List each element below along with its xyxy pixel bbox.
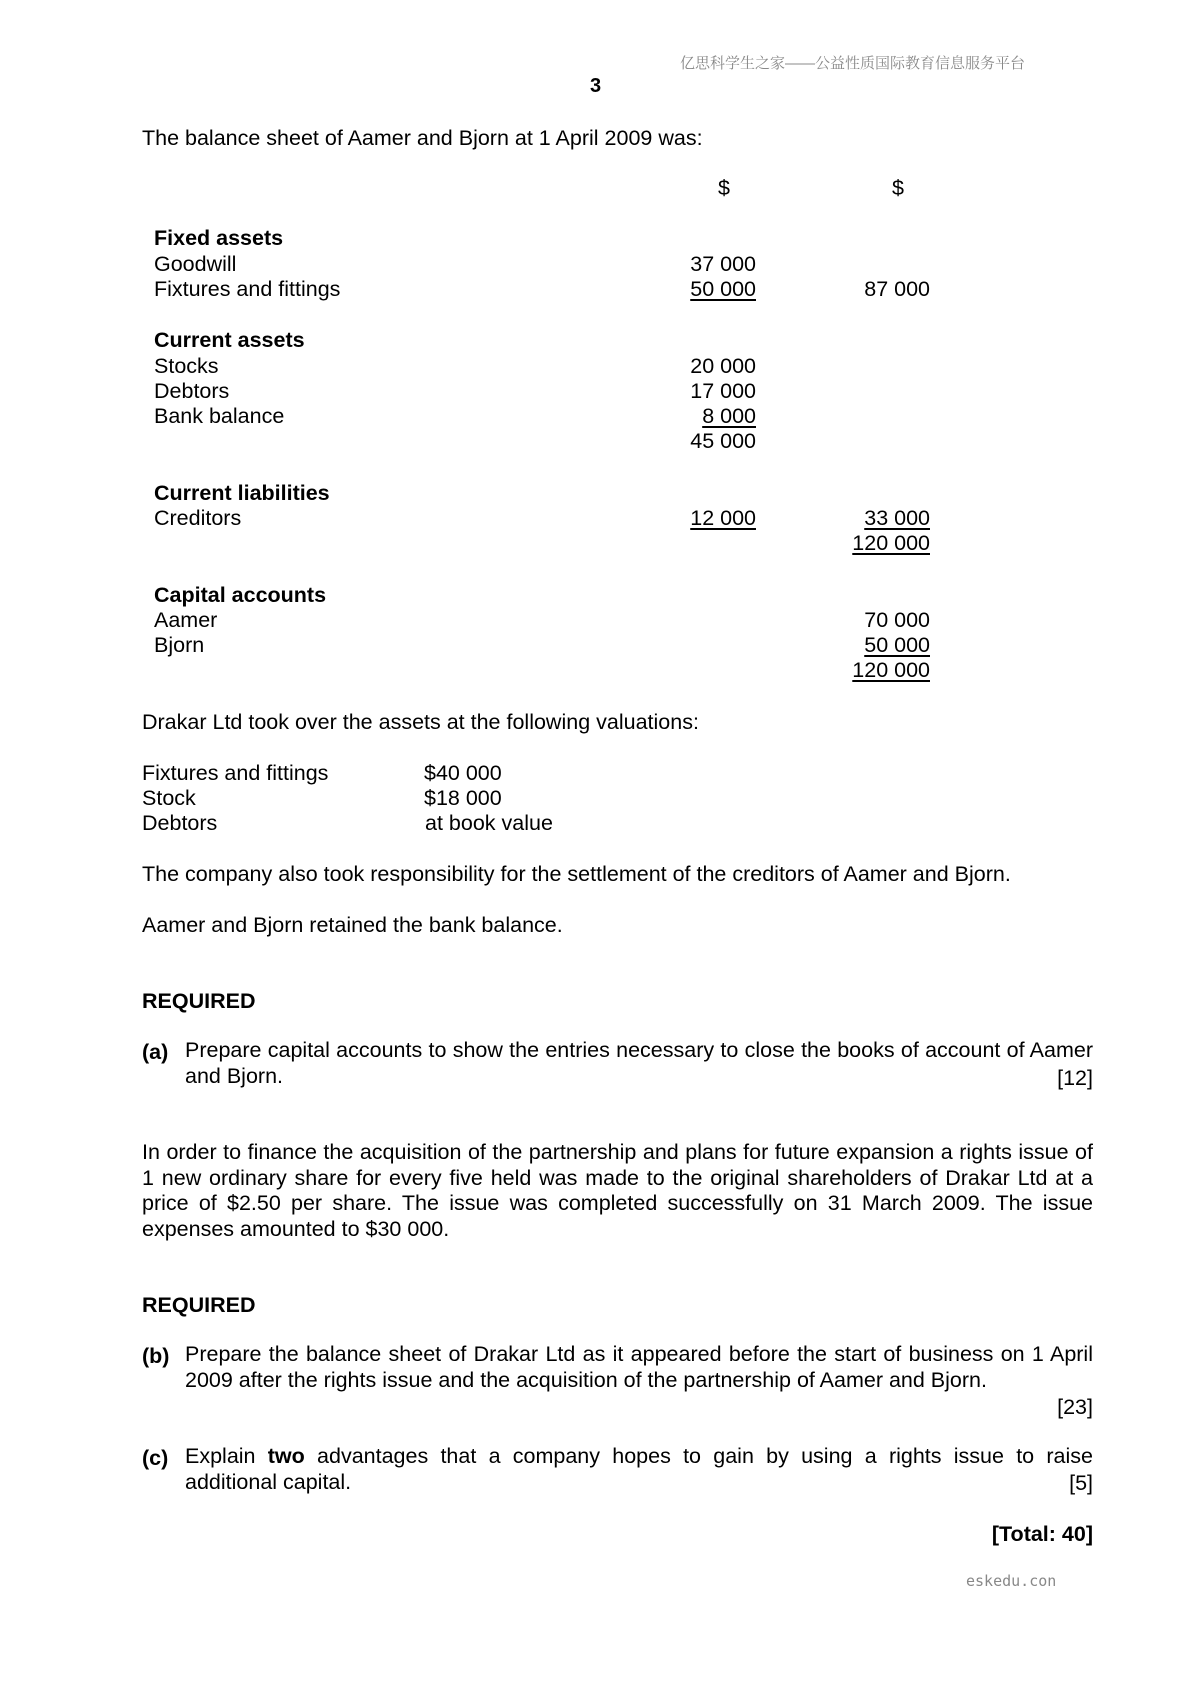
valuation-stock-value: $18 000 [424,786,502,810]
valuation-fixtures-label: Fixtures and fittings [142,761,329,785]
bank-value: 8 000 [702,404,756,428]
question-c-text-start: Explain [185,1444,268,1468]
bjorn-label: Bjorn [154,633,205,657]
question-c-text [185,1444,1093,1495]
question-c-marks: [5] [1069,1471,1093,1495]
creditors-label: Creditors [154,506,242,530]
col-header-2: $ [892,176,904,200]
question-c-label: (c) [142,1446,169,1470]
goodwill-label: Goodwill [154,252,237,276]
fixtures-label: Fixtures and fittings [154,277,341,301]
debtors-value: 17 000 [690,379,756,403]
fixed-assets-total: 87 000 [864,277,930,301]
total-marks: [Total: 40] [991,1522,1093,1546]
creditors-value: 12 000 [690,506,756,530]
current-assets-total: 45 000 [690,429,756,453]
required-heading-2: REQUIRED [142,1293,256,1317]
current-assets-heading: Current assets [154,328,305,352]
stocks-value: 20 000 [690,354,756,378]
header-watermark: 亿思科学生之家——公益性质国际教育信息服务平台 [680,55,1026,72]
rights-issue-paragraph: In order to finance the acquisition of the partnership and plans for future expansion a rights issue of 1 new ordinary share for every five held was made to the original shareholders of Drakar Ltd at a price of $2.50 per share. The issue was completed successfully on 31 March 2009. The issue expenses amounted to $30 000. [142,1140,1093,1241]
stocks-label: Stocks [154,354,219,378]
question-b-text: Prepare the balance sheet of Drakar Ltd as it appeared before the start of business on 1 April 2009 after the rights issue and the acquisition of the partnership of Aamer and Bjorn. [185,1342,1093,1392]
fixtures-value: 50 000 [690,277,756,301]
valuation-stock-label: Stock [142,786,196,810]
bjorn-value: 50 000 [864,633,930,657]
question-b-label: (b) [142,1344,170,1368]
net-current-assets: 33 000 [864,506,930,530]
question-c-emphasis: two [267,1444,305,1468]
aamer-value: 70 000 [864,608,930,632]
bank-paragraph: Aamer and Bjorn retained the bank balance. [142,913,563,937]
valuation-fixtures-value: $40 000 [424,761,502,785]
goodwill-value: 37 000 [690,252,756,276]
intro-text: The balance sheet of Aamer and Bjorn at 1 April 2009 was: [142,126,703,150]
valuation-debtors-value: at book value [425,811,553,835]
col-header-1: $ [718,176,730,200]
bank-label: Bank balance [154,404,285,428]
capital-total: 120 000 [852,658,930,682]
takeover-intro: Drakar Ltd took over the assets at the following valuations: [142,710,699,734]
footer-watermark: eskedu.con [966,1572,1057,1590]
fixed-assets-heading: Fixed assets [154,226,284,250]
capital-accounts-heading: Capital accounts [154,583,327,607]
valuation-debtors-label: Debtors [142,811,218,835]
creditors-paragraph: The company also took responsibility for the settlement of the creditors of Aamer and Bjorn. [142,862,1011,886]
question-a-text: Prepare capital accounts to show the entries necessary to close the books of account of Aamer and Bjorn. [185,1038,1093,1088]
page-number: 3 [590,75,602,97]
net-assets-total: 120 000 [852,531,930,555]
question-a-marks: [12] [1057,1066,1093,1090]
required-heading-1: REQUIRED [142,989,256,1013]
question-b-marks: [23] [1057,1395,1093,1419]
question-c-text-end: advantages that a company hopes to gain by using a rights issue to raise additional capital. [185,1444,1093,1494]
question-a-label: (a) [142,1040,169,1064]
current-liabilities-heading: Current liabilities [154,481,330,505]
aamer-label: Aamer [154,608,218,632]
debtors-label: Debtors [154,379,230,403]
